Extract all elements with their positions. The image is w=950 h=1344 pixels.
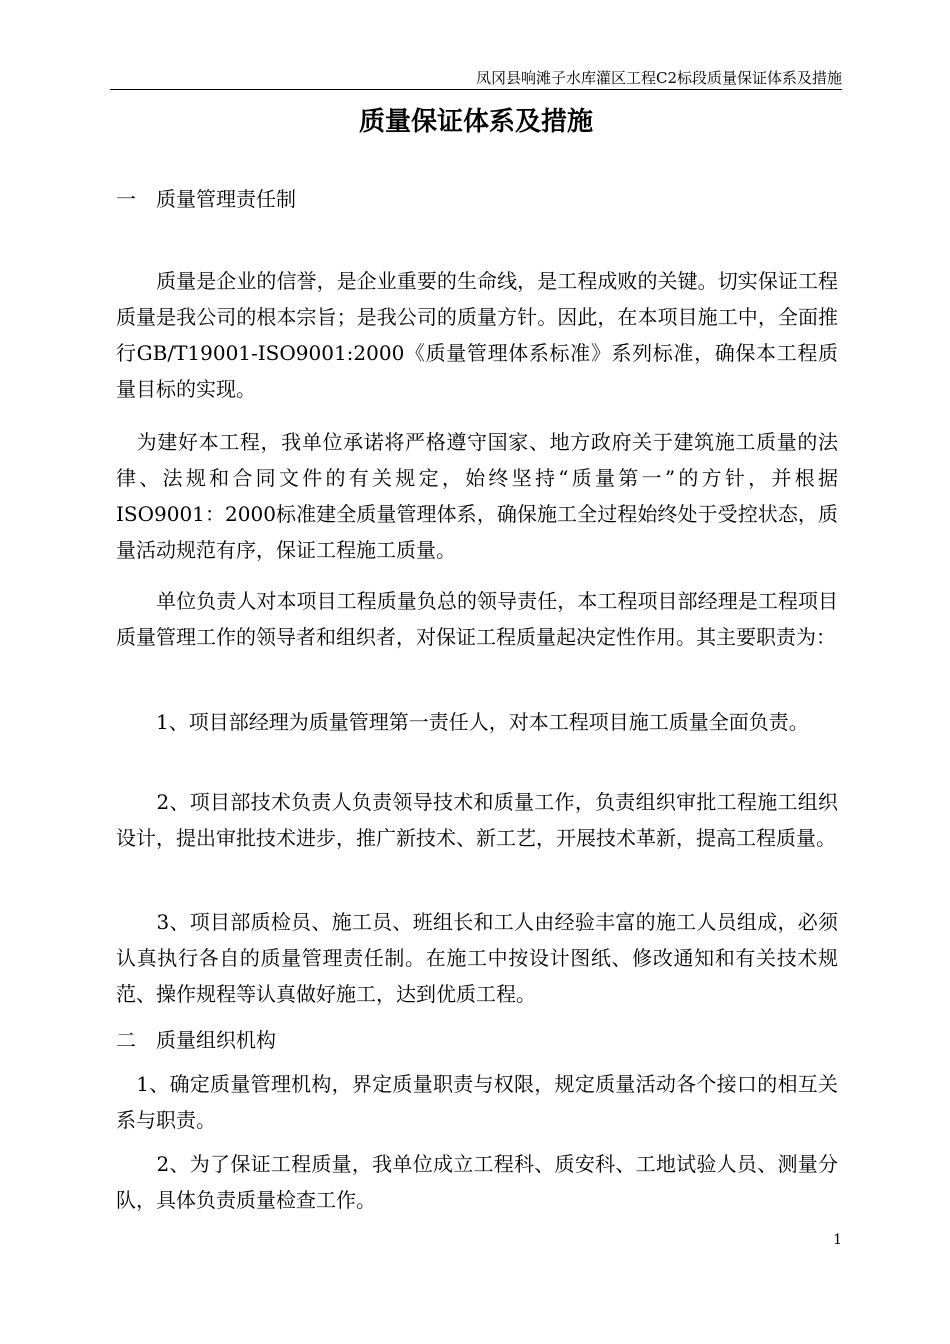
paragraph: 2、项目部技术负责人负责领导技术和质量工作，负责组织审批工程施工组织设计，提出审批技术进步，推广新技术、新工艺，开展技术革新，提高工程质量。: [116, 790, 838, 850]
paragraph: 2、为了保证工程质量，我单位成立工程科、质安科、工地试验人员、测量分队，具体负责质量检查工作。: [116, 1152, 838, 1212]
paragraph: 单位负责人对本项目工程质量负总的领导责任，本工程项目部经理是工程项目质量管理工作的领导者和组织者，对保证工程质量起决定性作用。其主要职责为：: [116, 589, 838, 649]
section-number: 一: [116, 187, 136, 211]
header-rule: [110, 89, 842, 90]
section-title: 质量管理责任制: [156, 187, 296, 211]
paragraph: 3、项目部质检员、施工员、班组长和工人由经验丰富的施工人员组成，必须认真执行各自的质量管理责任制。在施工中按设计图纸、修改通知和有关技术规范、操作规程等认真做好施工，达到优质工程。: [116, 910, 838, 1006]
paragraph: 质量是企业的信誉，是企业重要的生命线，是工程成败的关键。切实保证工程质量是我公司的根本宗旨；是我公司的质量方针。因此，在本项目施工中，全面推行GB/T19001-ISO9001:2000《质量管理体系标准》系列标准，确保本工程质量目标的实现。: [116, 269, 838, 401]
page-number: 1: [833, 1232, 842, 1248]
section-heading-1: [116, 187, 296, 211]
document-title: 质量保证体系及措施: [358, 107, 593, 137]
paragraph: 为建好本工程，我单位承诺将严格遵守国家、地方政府关于建筑施工质量的法律、法规和合同文件的有关规定，始终坚持“质量第一”的方针，并根据ISO9001：2000标准建全质量管理体系，确保施工全过程始终处于受控状态，质量活动规范有序，保证工程施工质量。: [116, 430, 838, 562]
paragraph: 1、项目部经理为质量管理第一责任人，对本工程项目施工质量全面负责。: [116, 710, 809, 734]
section-heading-2: [116, 1028, 276, 1052]
section-title: 质量组织机构: [156, 1028, 276, 1052]
running-header: 凤冈县响滩子水库灌区工程C2标段质量保证体系及措施: [475, 69, 842, 87]
paragraph: 1、确定质量管理机构，界定质量职责与权限，规定质量活动各个接口的相互关系与职责。: [116, 1072, 838, 1132]
section-number: 二: [116, 1028, 136, 1052]
